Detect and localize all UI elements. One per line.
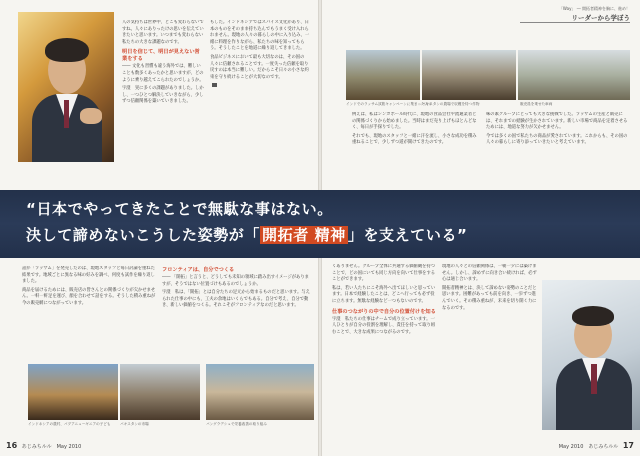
body-text: くありません。グループ全体に共通する価値観を持つことで、どの国にいても同じ方向を向いて仕事をすることができます。: [332, 264, 436, 283]
photo-villagers: [28, 364, 118, 420]
body-text: ―― 文化も習慣も違う海外では、難しいことも数多くあったかと思いますが、どのように乗り越えてこられたのでしょうか。: [122, 64, 204, 83]
photo-farm: [422, 50, 516, 100]
quote-highlight: 開拓者 精神: [262, 226, 346, 244]
quote-line-2: [26, 224, 468, 245]
left-column-1: [122, 20, 204, 180]
quote-banner: [0, 190, 640, 258]
header-rule: [520, 22, 630, 23]
subheading: フロンティアは、自分でつくる: [162, 267, 235, 273]
series-line: 「Way」 ― 開拓者精神を胸に、進め！: [558, 6, 630, 11]
photo-caption: インドネシアの農村、パプアニューギニアの子ども: [28, 422, 111, 426]
photo-nutrition: [206, 364, 314, 420]
left-column-2: [210, 20, 310, 180]
folio-label: あじみちルル May 2010: [21, 444, 82, 450]
body-text: 味の素グループにとっても大きな挑戦でした。ラッサムの生産と販売には、それまでの経験が生かされています。新しい市場で商品を定着させるためには、地道な努力が欠かせません。: [486, 112, 628, 131]
right-column-2: [486, 112, 630, 184]
body-text: 現地の人々との信頼関係は、一朝一夕には築けません。しかし、諦めずに向き合い続ければ、必ず心は通じ合います。: [442, 264, 537, 283]
body-text: 宇澄 私たちの仕事はチームで成り立っています。一人ひとりが自分の役割を理解し、責任を持って取り組むことで、大きな成果につながるのです。: [332, 316, 436, 335]
body-text: 今では多くの国で私たちの商品が愛されています。これからも、その国の人々の暮らしに寄り添っていきたいと考えています。: [486, 133, 628, 146]
body-text: ―― 「開拓」と言うと、どうしても未知の領域に踏み出すイメージがありますが、そうではない位置づけもあるのでしょうか。: [162, 275, 309, 287]
body-text: もした。インドネシアではスパイス文化があり、日本のものをそのまま持ち込んでもうまく受け入れられません。現地の人々の暮らしの中に入り込み、一緒に料理を作りながら、私たちの味を知ってもらう。そうしたことを地道に繰り返してきました。: [210, 20, 310, 52]
photo-caption: 販売員を乗せた車両: [520, 102, 553, 106]
series-header: [559, 6, 630, 22]
subheading: 仕事のつながりの中で自分の位置付けを知る: [332, 308, 436, 315]
end-mark: [212, 83, 217, 87]
body-text: 人の気持ちは世界中、どこも変わらないですね。人々にありったけの思いを伝えていきたいと思います。いつまでも変わらない私たちの大きな課題なのです。: [122, 20, 204, 45]
body-text: 開拓者精神とは、決して諦めない姿勢のことだと思います。困難があっても前を向き、一歩ずつ進んでいく。その積み重ねが、未来を切り開く力になるのです。: [442, 285, 537, 311]
left-lower-column-2: [162, 264, 312, 356]
quote-line-1: “日本でやってきたことで無駄な事はない。: [26, 200, 333, 218]
subheading: 明日を信じて、明日が見えない営業をする: [122, 49, 200, 63]
body-text: 宇澄 実に多くの課題がありました。しかし、一つひとつ解決していきながら、少しずつ信頼関係を築いていきました。: [122, 86, 204, 105]
body-text: それでも、現地のスタッフと一緒に汗を流し、小さな成功を積み重ねることで、少しずつ道が開けてきたのです。: [352, 133, 477, 146]
quote-text: 決して諦めないこうした姿勢が「: [26, 226, 261, 244]
quote-text: 」を支えている”: [347, 226, 468, 244]
left-lower-column-1: [22, 266, 156, 356]
photo-market: [120, 364, 200, 420]
portrait-photo-left: [18, 12, 114, 162]
portrait-photo-right: [542, 280, 640, 430]
body-text: 例えば、私はシンガポール時代に、現地の食品会社や流通業者との関係づくりから始めました。当時はまだ売り上げもほとんどなく、毎日が手探りでした。: [352, 112, 477, 131]
page-folio-left: [6, 441, 81, 450]
right-column-1: [352, 112, 480, 184]
body-text: 食品ビジネスにおいて最も大切なのは、その国の人々に信頼されることです。一度失った信頼を取り戻すのは本当に難しい。だからこそ日々の小さな約束を守り続けることが大切なのです。: [210, 54, 309, 80]
photo-vehicle: [518, 50, 630, 100]
photo-caption: インドでのラッサム試飲キャンペーンに集まった人々: [346, 102, 432, 106]
photo-tasting-crowd: [346, 50, 420, 100]
photo-caption: バングラデシュで栄養改善の取り組み: [206, 422, 267, 426]
body-text: 私は、若い人たちにこそ海外へ出てほしいと思っています。日本で経験したことは、どこへ行っても必ず役に立ちます。無駄な経験など一つもないのです。: [332, 285, 436, 304]
folio-label: May 2010 あじみちルル: [558, 444, 619, 450]
photo-caption: パキスタンの市場: [120, 422, 149, 426]
page-number: 16: [6, 441, 18, 450]
photo-caption: パキスタンの農場で収穫を待つ作物: [422, 102, 480, 106]
body-text: 商品を届けるためには、販売店の皆さんとの関係づくりが欠かせません。一軒一軒足を運び、顔を合わせて話をする。そうした積み重ねが今の販売網につながっています。: [22, 287, 156, 306]
right-lower-column-2: [442, 264, 538, 434]
series-title: リーダーから学ぼう: [571, 14, 630, 22]
body-text: 話が「ラッサム」を発売したのは、現地スタッフと毎日討論を重ねた結果です。地域ごとに異なる味の好みを調べ、何度も試作を繰り返しました。: [22, 266, 155, 285]
right-lower-column-1: [332, 264, 436, 434]
page-folio-right: [559, 441, 634, 450]
page-number: 17: [622, 441, 634, 450]
body-text: 宇澄 私は、「開拓」とは自分たちの足元から始まるものだと思います。与えられた仕事の中にも、工夫の余地はいくらでもある。自分で考え、自分で動き、新しい価値をつくる。それこそがフロンティアなのだと思います。: [162, 290, 310, 309]
